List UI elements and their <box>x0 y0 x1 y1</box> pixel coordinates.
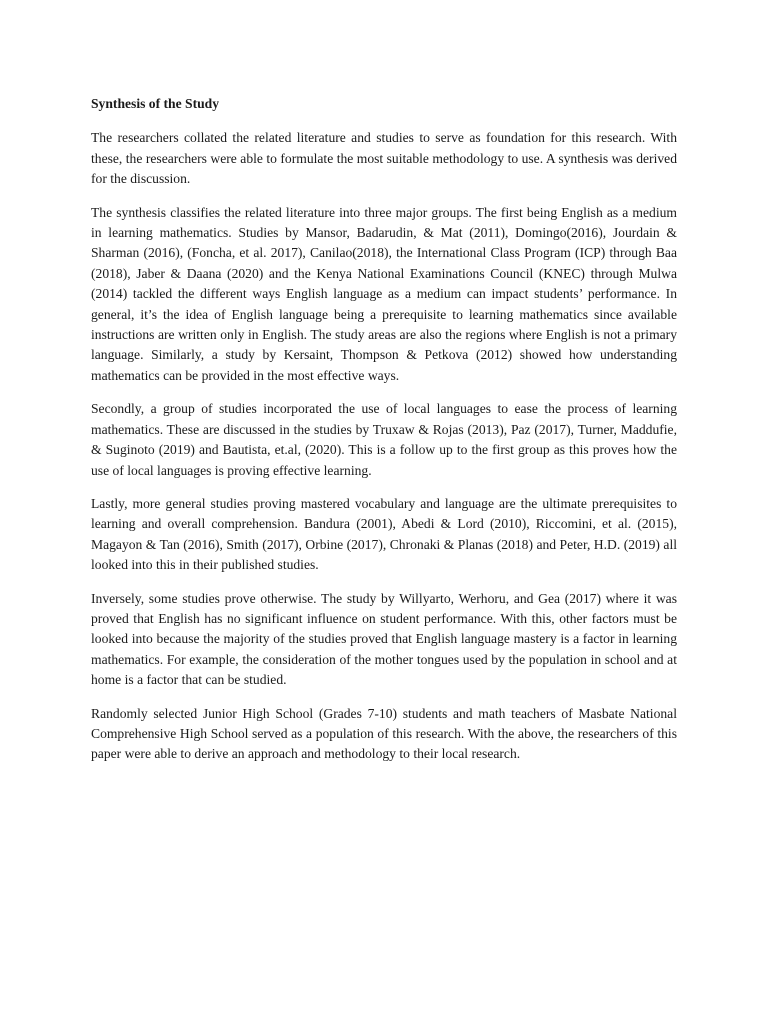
section-title: Synthesis of the Study <box>91 96 220 111</box>
paragraph-population: Randomly selected Junior High School (Grades 7-10) students and math teachers of Masbate National Comprehensive High School served as a population of this research. With the above, the researchers of this paper were able to derive an approach and methodology to their local research. <box>91 705 677 762</box>
document-page <box>91 94 677 778</box>
paragraph-local-languages: Secondly, a group of studies incorporated the use of local languages to ease the process of learning mathematics. These are discussed in the studies by Truxaw & Rojas (2013), Paz (2017), Turner, Maddufie, & Suginoto (2019) and Bautista, et.al, (2020). This is a follow up to the first group as this proves how the use of local languages is proving effective learning. <box>91 401 677 478</box>
paragraph-english-medium: The synthesis classifies the related literature into three major groups. The first being English as a medium in learning mathematics. Studies by Mansor, Badarudin, & Mat (2011), Domingo(2016), Jourdain & Sharman (2016), (Foncha, et al. 2017), Canilao(2018), the International Class Program (ICP) through Baa (2018), Jaber & Daana (2020) and the Kenya National Examinations Council (KNEC) through Mulwa (2014) tackled the different ways English language as a medium can impact students’ performance. In general, it’s the idea of English language being a prerequisite to learning mathematics since available instructions are written only in English. The study areas are also the regions where English is not a primary language. Similarly, a study by Kersaint, Thompson & Petkova (2012) showed how understanding mathematics can be provided in the most effective ways. <box>91 204 677 383</box>
paragraph-inverse-studies: Inversely, some studies prove otherwise. The study by Willyarto, Werhoru, and Gea (2017) where it was proved that English has no significant influence on student performance. With this, other factors must be looked into because the majority of the studies proved that English language mastery is a factor in learning mathematics. For example, the consideration of the mother tongues used by the population in school and at home is a factor that can be studied. <box>91 590 677 688</box>
paragraph-general-studies: Lastly, more general studies proving mastered vocabulary and language are the ultimate prerequisites to learning and overall comprehension. Bandura (2001), Abedi & Lord (2010), Riccomini, et al. (2015), Magayon & Tan (2016), Smith (2017), Orbine (2017), Chronaki & Planas (2018) and Peter, H.D. (2019) all looked into this in their published studies. <box>91 495 677 573</box>
paragraph-intro: The researchers collated the related literature and studies to serve as foundation for this research. With these, the researchers were able to formulate the most suitable methodology to use. A synthesis was derived for the discussion. <box>91 130 677 187</box>
